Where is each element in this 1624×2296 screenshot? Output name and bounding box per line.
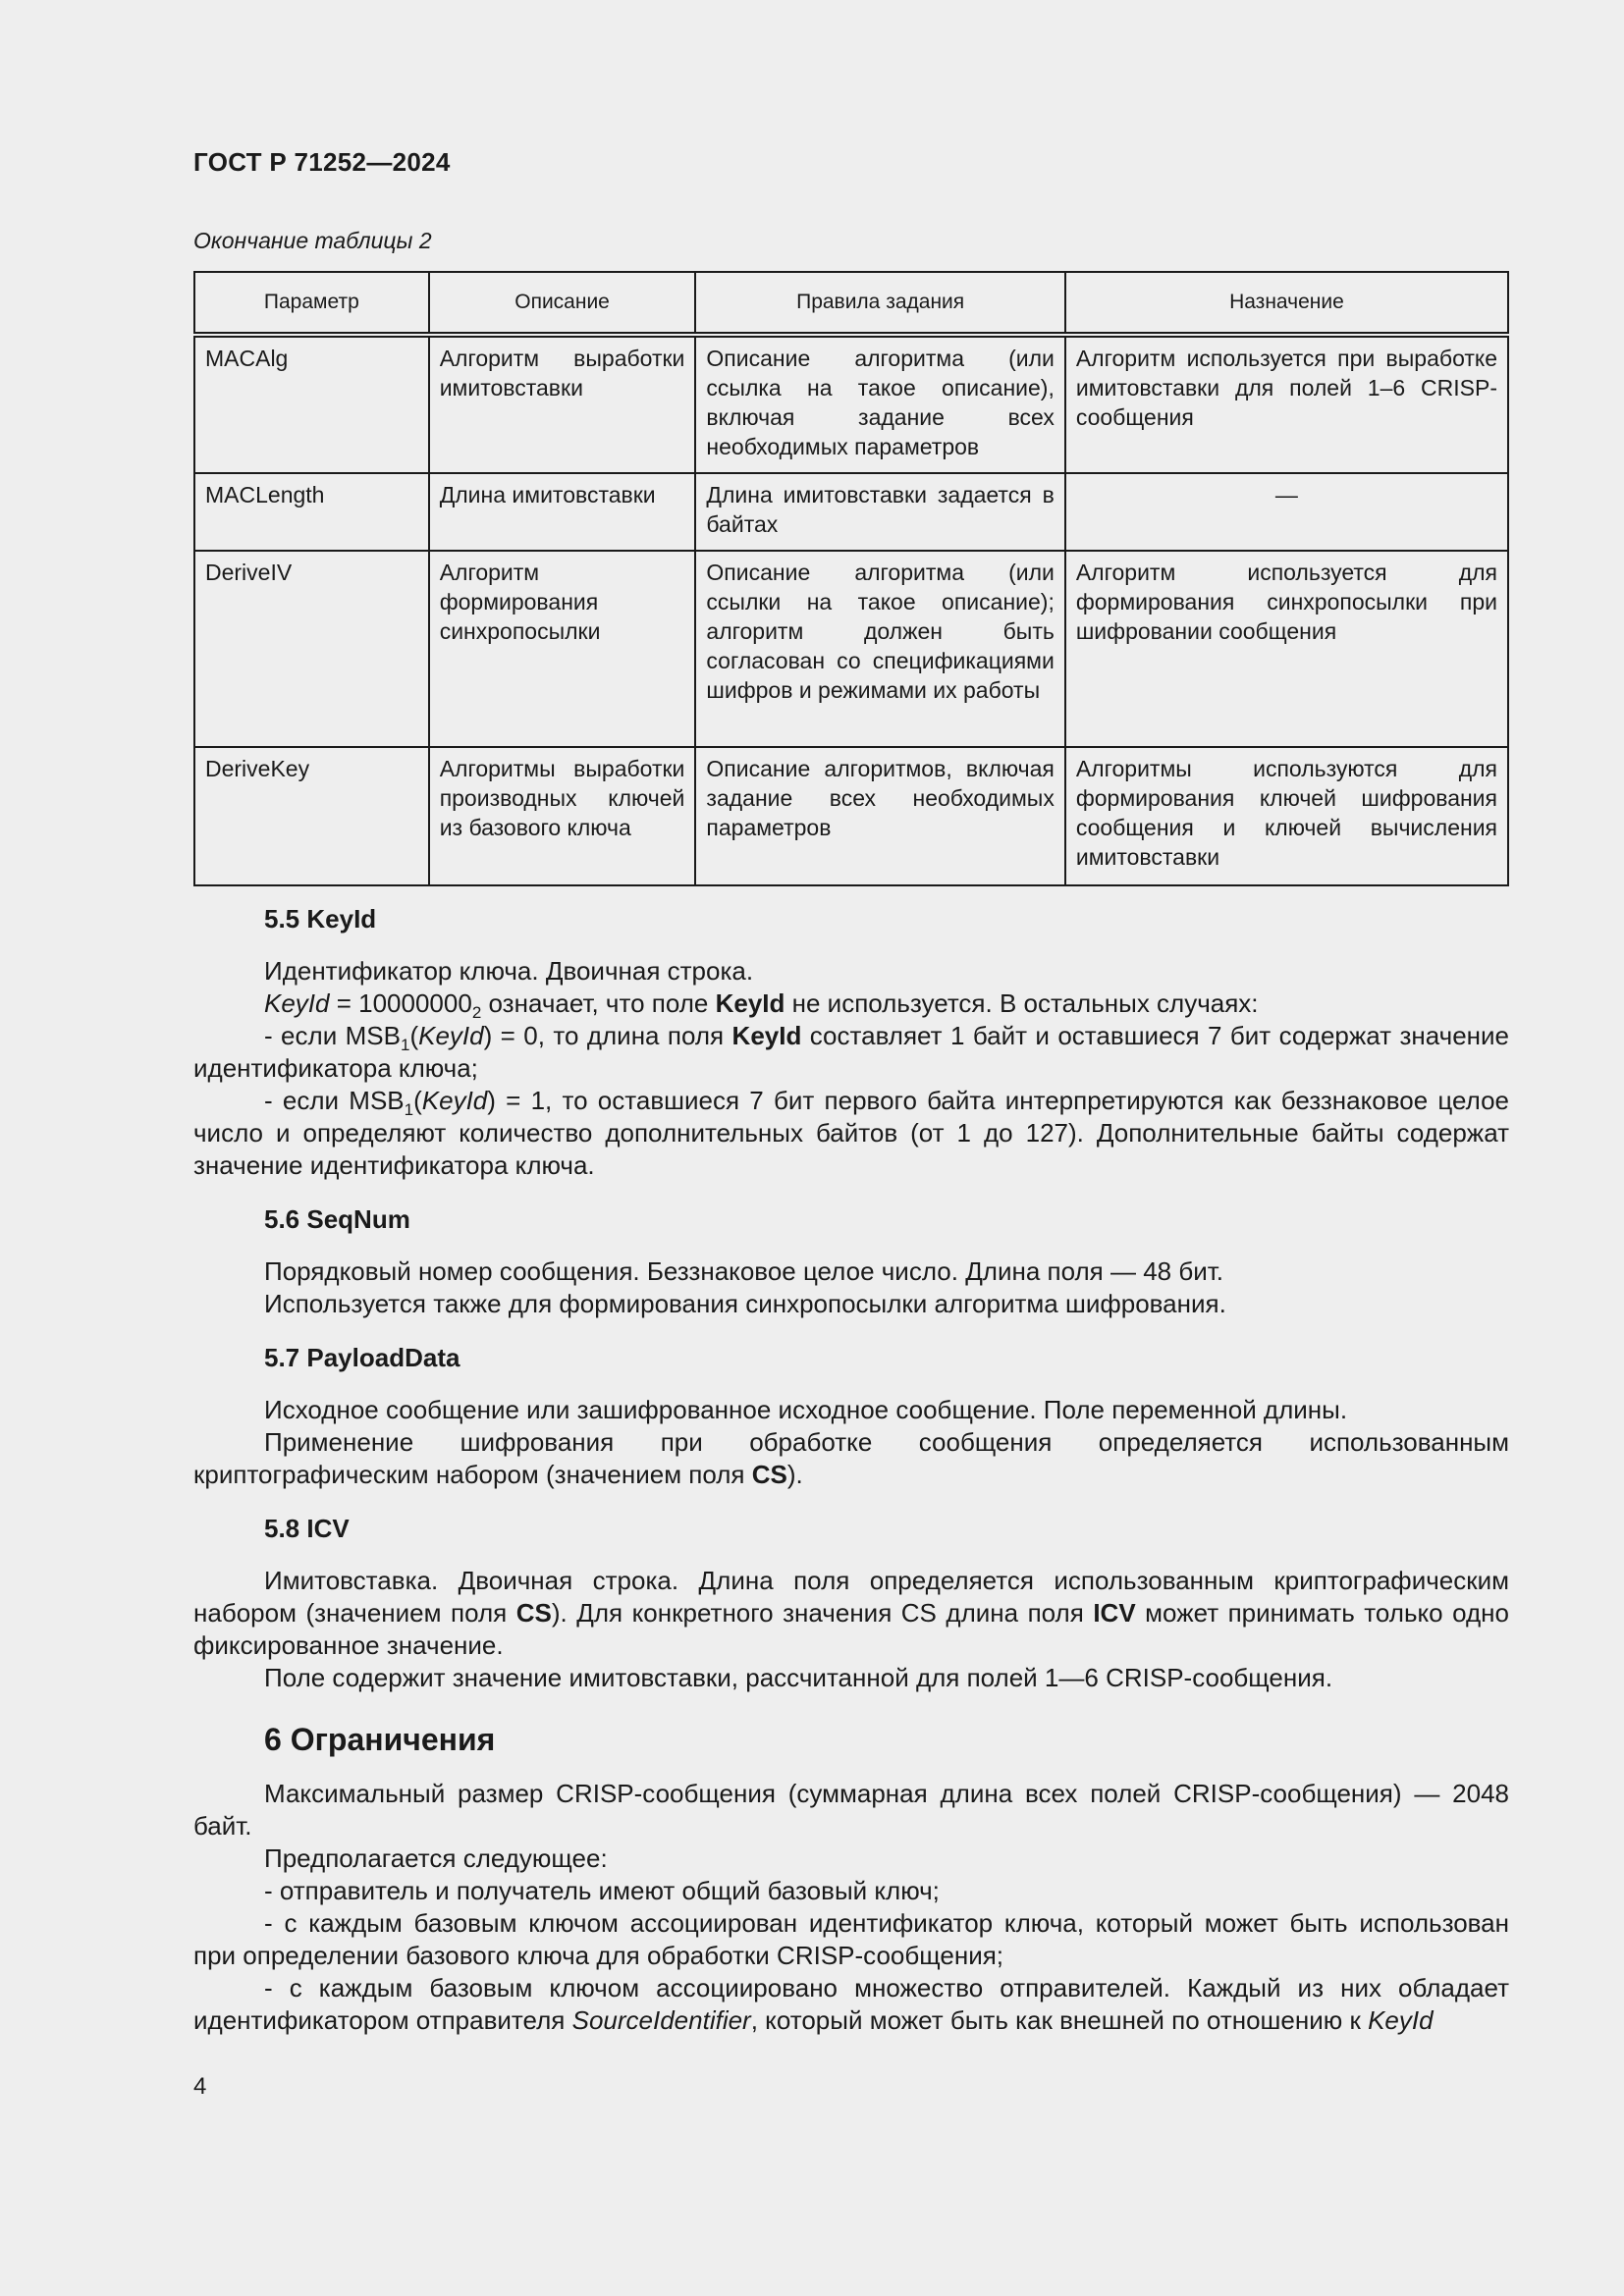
table-row — [194, 747, 1508, 885]
document-header: ГОСТ Р 71252—2024 — [193, 147, 451, 177]
term: KeyId — [421, 1086, 488, 1115]
column-header: Назначение — [1065, 272, 1508, 335]
table-row — [194, 473, 1508, 551]
column-header: Описание — [429, 272, 696, 335]
text-run: ). Для конкретного значения CS длина поля — [551, 1598, 1094, 1628]
column-header: Правила задания — [695, 272, 1064, 335]
text-run: означает, что поле — [481, 988, 716, 1018]
table-caption: Окончание таблицы 2 — [193, 228, 432, 253]
field-name: CS — [515, 1598, 552, 1628]
table-row — [194, 335, 1508, 473]
paragraph: Используется также для формирования синхропосылки алгоритма шифрования. — [264, 1289, 1226, 1318]
table-cell: MACLength — [194, 473, 429, 551]
table-cell: Описание алгоритма (или ссылки на такое описание); алгоритм должен быть согласован со спецификациями шифров и режимами их работы — [695, 551, 1064, 747]
text-run: - если MSB — [264, 1086, 405, 1115]
term: KeyId — [418, 1021, 484, 1050]
section-heading: 5.6 SeqNum — [264, 1204, 410, 1234]
text-run: может принимать только одно фиксированное значение. — [193, 1598, 1509, 1660]
text-run: Применение шифрования при обработке сообщения определяется использованным криптографическим набором (значением поля — [193, 1427, 1509, 1489]
paragraph: Идентификатор ключа. Двоичная строка. — [264, 956, 754, 986]
text-run: ) = 0, то длина поля — [483, 1021, 732, 1050]
column-header: Параметр — [194, 272, 429, 335]
field-name: ICV — [1093, 1598, 1136, 1628]
paragraph: - отправитель и получатель имеют общий базовый ключ; — [264, 1876, 940, 1905]
table-cell: DeriveIV — [194, 551, 429, 747]
paragraph: - с каждым базовым ключом ассоциирован идентификатор ключа, который может быть использован при определении базового ключа для обработки CRISP-сообщения; — [193, 1908, 1509, 1970]
term: KeyId — [1368, 2005, 1434, 2035]
text-run: не используется. В остальных случаях: — [785, 988, 1259, 1018]
field-name: KeyId — [731, 1021, 802, 1050]
paragraph — [193, 1565, 1509, 1662]
text-run: = 10000000 — [329, 988, 472, 1018]
chapter-heading: 6 Ограничения — [264, 1722, 496, 1757]
text-run: ) = 1, то оставшиеся 7 бит первого байта интерпретируются как беззнаковое целое число и определяют количество дополнительных байтов (от 1 до 127). Дополнительные байты содержат значение идентификатора ключа. — [193, 1086, 1509, 1180]
field-name: CS — [751, 1460, 787, 1489]
section-heading: 5.8 ICV — [264, 1514, 350, 1543]
paragraph: Поле содержит значение имитовставки, рассчитанной для полей 1—6 CRISP-сообщения. — [264, 1663, 1333, 1692]
text-run: , который может быть как внешней по отношению к — [750, 2005, 1369, 2035]
table-cell: Алгоритм используется для формирования синхропосылки при шифровании сообщения — [1065, 551, 1508, 747]
document-body — [193, 903, 1509, 2037]
text-run: ). — [786, 1460, 803, 1489]
table-cell: Длина имитовставки — [429, 473, 696, 551]
text-run: Имитовставка. Двоичная строка. Длина поля определяется использованным криптографическим набором (значением поля — [193, 1566, 1509, 1628]
field-name: KeyId — [715, 988, 785, 1018]
text-run: ( — [409, 1021, 419, 1050]
paragraph — [193, 1972, 1509, 2037]
parameters-table — [193, 271, 1509, 886]
subscript: 2 — [471, 1003, 482, 1023]
paragraph: Максимальный размер CRISP-сообщения (суммарная длина всех полей CRISP-сообщения) — 2048 байт. — [193, 1779, 1509, 1841]
table-cell: MACAlg — [194, 335, 429, 473]
text-run: - если MSB — [264, 1021, 401, 1050]
paragraph: Предполагается следующее: — [264, 1843, 608, 1873]
paragraph — [193, 1020, 1509, 1085]
paragraph — [193, 988, 1509, 1023]
table-cell: Описание алгоритмов, включая задание всех необходимых параметров — [695, 747, 1064, 885]
paragraph: Исходное сообщение или зашифрованное исходное сообщение. Поле переменной длины. — [264, 1395, 1348, 1424]
paragraph: Порядковый номер сообщения. Беззнаковое целое число. Длина поля — 48 бит. — [264, 1256, 1224, 1286]
table-cell: Алгоритмы выработки производных ключей из базового ключа — [429, 747, 696, 885]
table-cell: Алгоритм используется при выработке имитовставки для полей 1–6 CRISP-сообщения — [1065, 335, 1508, 473]
text-run: ( — [413, 1086, 422, 1115]
table-header-row — [194, 272, 1508, 335]
table-cell: Алгоритмы используются для формирования ключей шифрования сообщения и ключей вычисления имитовставки — [1065, 747, 1508, 885]
table-cell: DeriveKey — [194, 747, 429, 885]
table-cell: Алгоритм выработки имитовставки — [429, 335, 696, 473]
table-cell: Длина имитовставки задается в байтах — [695, 473, 1064, 551]
table-row — [194, 551, 1508, 747]
subscript: 1 — [400, 1036, 410, 1055]
table-cell: Алгоритм формирования синхропосылки — [429, 551, 696, 747]
paragraph — [193, 1426, 1509, 1491]
section-heading: 5.5 KeyId — [264, 904, 377, 934]
table-cell: Описание алгоритма (или ссылка на такое описание), включая задание всех необходимых параметров — [695, 335, 1064, 473]
subscript: 1 — [404, 1100, 414, 1120]
term: SourceIdentifier — [571, 2005, 751, 2035]
table-cell: — — [1065, 473, 1508, 551]
paragraph — [193, 1085, 1509, 1182]
section-heading: 5.7 PayloadData — [264, 1343, 460, 1372]
term: KeyId — [264, 988, 330, 1018]
page-number: 4 — [193, 2073, 207, 2100]
text-run: составляет 1 байт и оставшиеся 7 бит содержат значение идентификатора ключа; — [193, 1021, 1509, 1083]
text-run: - с каждым базовым ключом ассоциировано множество отправителей. Каждый из них обладает идентификатором отправителя — [193, 1973, 1509, 2035]
